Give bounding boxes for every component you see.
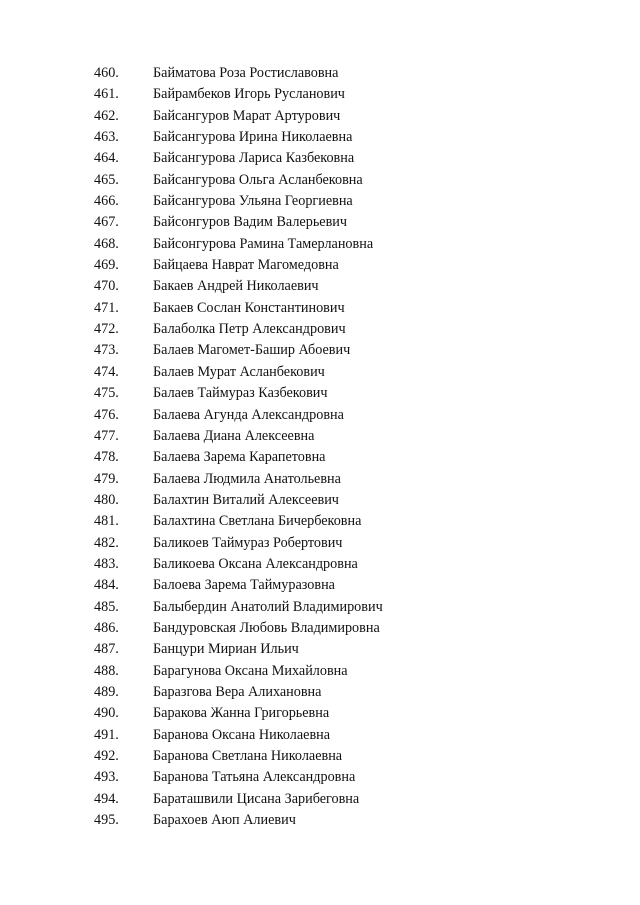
list-item <box>0 234 640 255</box>
item-number: 469. <box>94 257 119 274</box>
person-name: Байсангуров Марат Артурович <box>153 107 341 124</box>
list-item <box>0 597 640 618</box>
item-number: 476. <box>94 406 119 423</box>
list-item <box>0 340 640 361</box>
item-number: 487. <box>94 641 119 658</box>
item-number: 491. <box>94 726 119 743</box>
person-name: Бандуровская Любовь Владимировна <box>153 619 380 636</box>
item-number: 495. <box>94 812 119 829</box>
person-name: Балаболка Петр Александрович <box>153 321 346 338</box>
list-item <box>0 383 640 404</box>
person-name: Барахоев Аюп Алиевич <box>153 812 296 829</box>
list-item <box>0 810 640 831</box>
item-number: 480. <box>94 491 119 508</box>
list-item <box>0 127 640 148</box>
numbered-name-list <box>0 63 640 831</box>
person-name: Баракова Жанна Григорьевна <box>153 705 330 722</box>
person-name: Байсангурова Ульяна Георгиевна <box>153 193 353 210</box>
list-item <box>0 84 640 105</box>
item-number: 477. <box>94 427 119 444</box>
item-number: 473. <box>94 342 119 359</box>
list-item <box>0 63 640 84</box>
list-item <box>0 511 640 532</box>
list-item <box>0 298 640 319</box>
list-item <box>0 319 640 340</box>
person-name: Баликоева Оксана Александровна <box>153 555 358 572</box>
person-name: Бараташвили Цисана Зарибеговна <box>153 790 360 807</box>
item-number: 492. <box>94 748 119 764</box>
item-number: 470. <box>94 278 119 295</box>
person-name: Бакаев Андрей Николаевич <box>153 278 319 295</box>
list-item <box>0 703 640 724</box>
item-number: 488. <box>94 662 119 679</box>
person-name: Баранова Светлана Николаевна <box>153 748 343 764</box>
list-item <box>0 447 640 468</box>
item-number: 474. <box>94 363 119 380</box>
item-number: 485. <box>94 598 119 615</box>
person-name: Байсонгурова Рамина Тамерлановна <box>153 235 374 252</box>
list-item <box>0 426 640 447</box>
person-name: Банцури Мириан Ильич <box>153 641 299 658</box>
item-number: 471. <box>94 299 119 316</box>
list-item <box>0 405 640 426</box>
item-number: 462. <box>94 107 119 124</box>
list-item <box>0 170 640 191</box>
person-name: Балаев Магомет-Башир Абоевич <box>153 342 351 359</box>
person-name: Балыбердин Анатолий Владимирович <box>153 598 383 615</box>
list-item <box>0 276 640 297</box>
list-item <box>0 148 640 169</box>
person-name: Балаева Зарема Карапетовна <box>153 449 326 466</box>
person-name: Балахтина Светлана Бичербековна <box>153 513 362 530</box>
person-name: Баразгова Вера Алихановна <box>153 683 322 700</box>
item-number: 460. <box>94 65 119 81</box>
item-number: 484. <box>94 577 119 594</box>
item-number: 490. <box>94 705 119 722</box>
list-item <box>0 789 640 810</box>
list-item <box>0 533 640 554</box>
list-item <box>0 661 640 682</box>
list-item <box>0 725 640 746</box>
person-name: Балаева Агунда Александровна <box>153 406 344 423</box>
item-number: 481. <box>94 513 119 530</box>
item-number: 483. <box>94 555 119 572</box>
item-number: 494. <box>94 790 119 807</box>
item-number: 468. <box>94 235 119 252</box>
list-item <box>0 746 640 767</box>
person-name: Байматова Роза Ростиславовна <box>153 65 339 81</box>
item-number: 489. <box>94 683 119 700</box>
item-number: 475. <box>94 385 119 402</box>
list-item <box>0 106 640 127</box>
person-name: Бакаев Сослан Константинович <box>153 299 345 316</box>
item-number: 486. <box>94 619 119 636</box>
list-item <box>0 212 640 233</box>
item-number: 463. <box>94 129 119 146</box>
list-item <box>0 682 640 703</box>
item-number: 464. <box>94 150 119 167</box>
person-name: Балаева Диана Алексеевна <box>153 427 315 444</box>
list-item <box>0 554 640 575</box>
item-number: 478. <box>94 449 119 466</box>
list-item <box>0 469 640 490</box>
list-item <box>0 490 640 511</box>
person-name: Балахтин Виталий Алексеевич <box>153 491 339 508</box>
person-name: Баликоев Таймураз Робертович <box>153 534 343 551</box>
person-name: Баранова Оксана Николаевна <box>153 726 331 743</box>
item-number: 493. <box>94 769 119 786</box>
person-name: Балаев Мурат Асланбекович <box>153 363 325 380</box>
person-name: Байсонгуров Вадим Валерьевич <box>153 214 348 231</box>
person-name: Байрамбеков Игорь Русланович <box>153 86 345 103</box>
list-item <box>0 639 640 660</box>
person-name: Байсангурова Лариса Казбековна <box>153 150 355 167</box>
person-name: Баранова Татьяна Александровна <box>153 769 356 786</box>
list-item <box>0 362 640 383</box>
list-item <box>0 191 640 212</box>
item-number: 466. <box>94 193 119 210</box>
list-item <box>0 618 640 639</box>
person-name: Барагунова Оксана Михайловна <box>153 662 348 679</box>
list-item <box>0 767 640 788</box>
person-name: Балаева Людмила Анатольевна <box>153 470 341 487</box>
person-name: Байсангурова Ольга Асланбековна <box>153 171 363 188</box>
item-number: 467. <box>94 214 119 231</box>
person-name: Байцаева Наврат Магомедовна <box>153 257 339 274</box>
item-number: 482. <box>94 534 119 551</box>
item-number: 472. <box>94 321 119 338</box>
item-number: 461. <box>94 86 119 103</box>
person-name: Балаев Таймураз Казбекович <box>153 385 328 402</box>
item-number: 465. <box>94 171 119 188</box>
item-number: 479. <box>94 470 119 487</box>
person-name: Байсангурова Ирина Николаевна <box>153 129 353 146</box>
list-item <box>0 255 640 276</box>
list-item <box>0 575 640 596</box>
person-name: Балоева Зарема Таймуразовна <box>153 577 335 594</box>
